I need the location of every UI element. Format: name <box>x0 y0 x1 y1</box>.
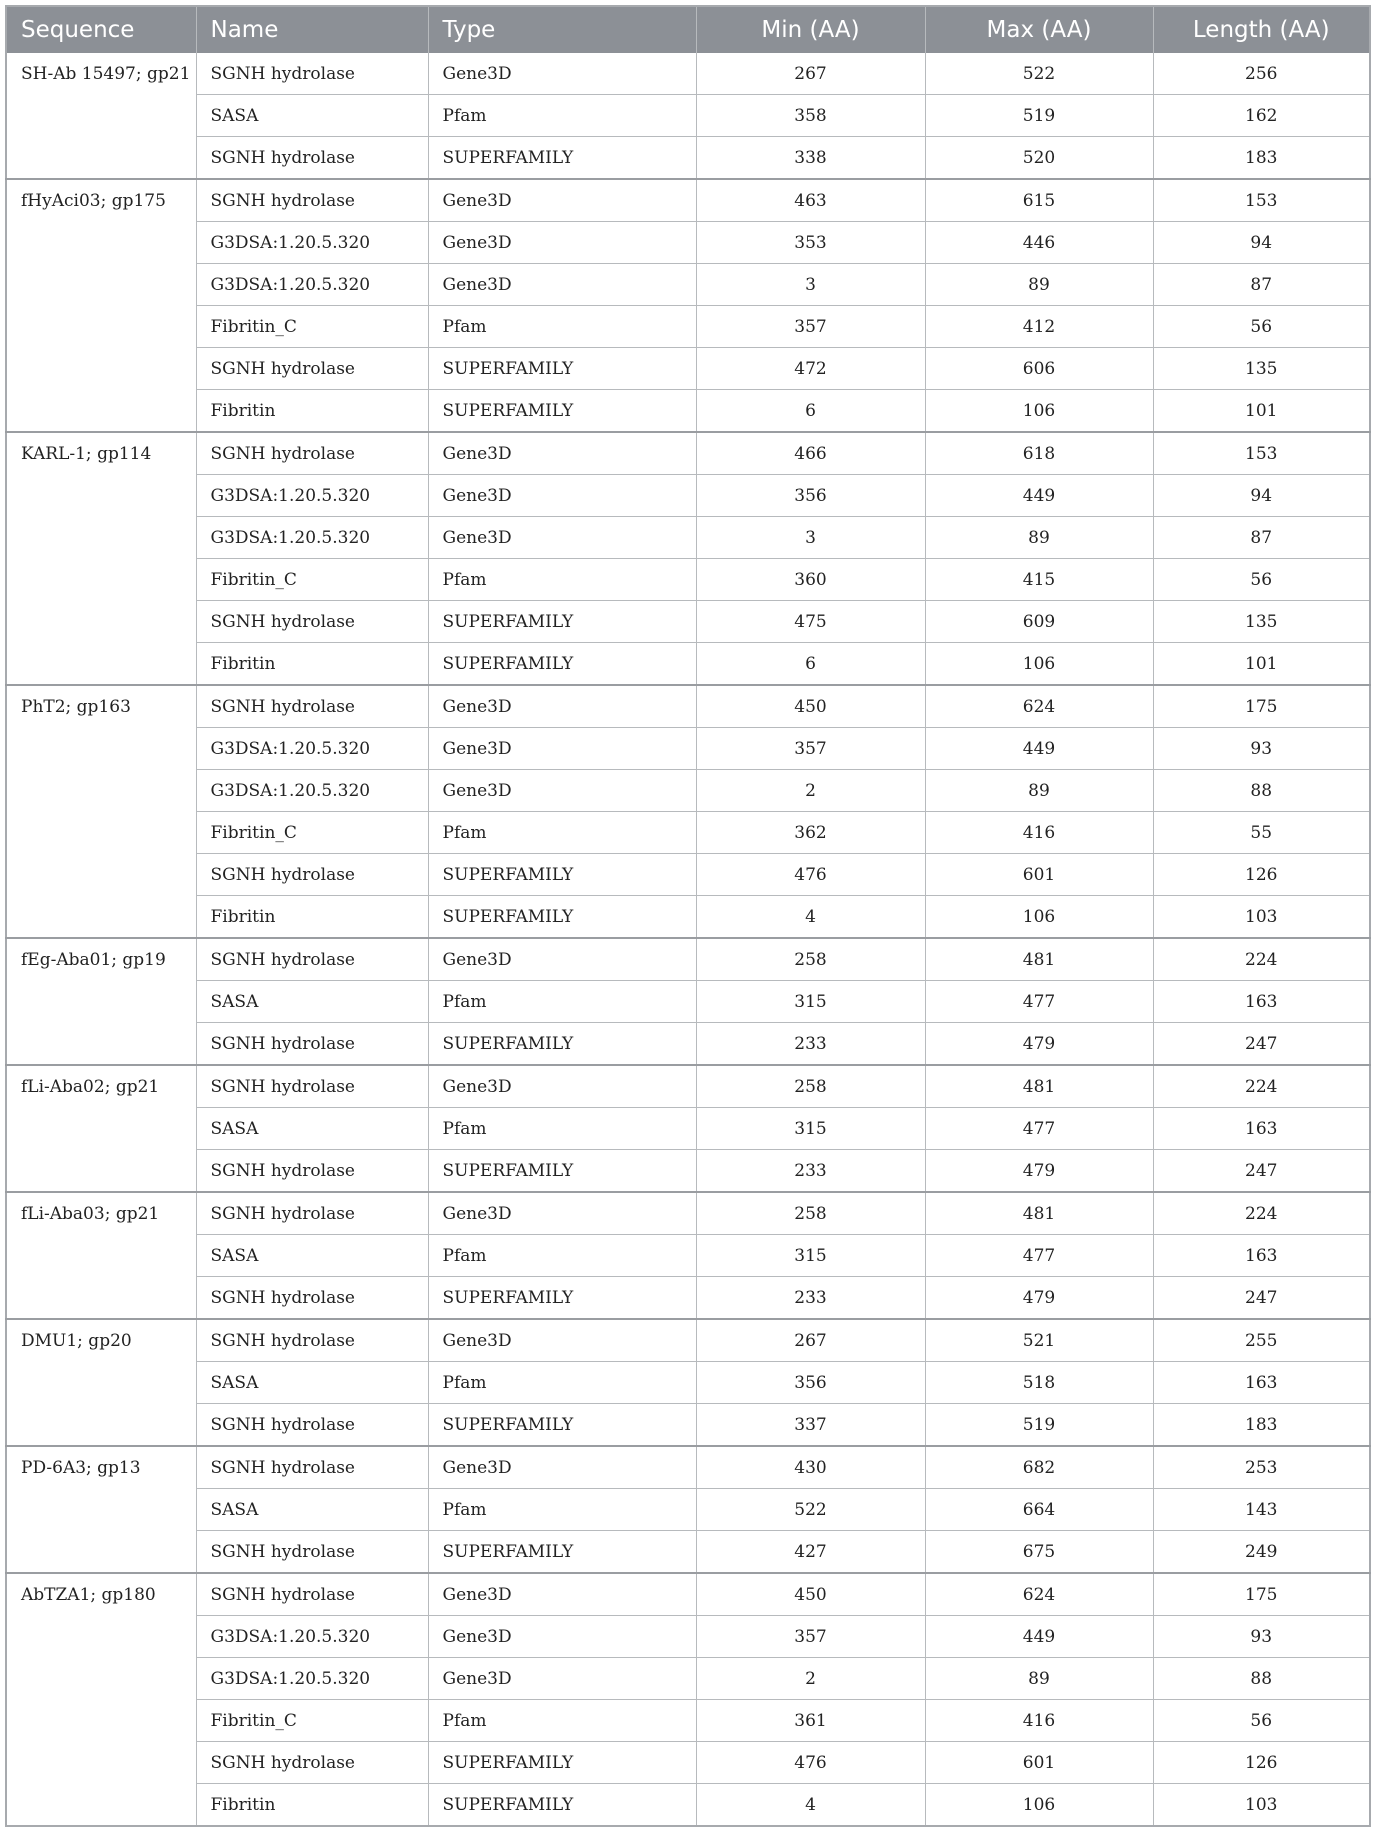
header-row <box>6 6 1370 53</box>
cell-length: 163 <box>1153 1362 1370 1404</box>
cell-type: Pfam <box>428 95 696 137</box>
cell-type: SUPERFAMILY <box>428 1742 696 1784</box>
cell-length: 255 <box>1153 1319 1370 1362</box>
cell-length: 163 <box>1153 1235 1370 1277</box>
cell-type: Gene3D <box>428 264 696 306</box>
cell-name: Fibritin_C <box>196 812 428 854</box>
cell-type: Pfam <box>428 1700 696 1742</box>
cell-max: 412 <box>925 306 1153 348</box>
cell-type: Gene3D <box>428 685 696 728</box>
table-row <box>6 1404 1370 1447</box>
table-row <box>6 1150 1370 1193</box>
cell-type: Pfam <box>428 559 696 601</box>
cell-type: SUPERFAMILY <box>428 896 696 939</box>
cell-length: 126 <box>1153 854 1370 896</box>
cell-length: 93 <box>1153 728 1370 770</box>
cell-length: 55 <box>1153 812 1370 854</box>
table-row <box>6 95 1370 137</box>
cell-type: Gene3D <box>428 770 696 812</box>
cell-name: Fibritin_C <box>196 1700 428 1742</box>
cell-max: 615 <box>925 179 1153 222</box>
cell-name: SASA <box>196 1362 428 1404</box>
cell-min: 450 <box>696 1573 925 1616</box>
cell-min: 3 <box>696 264 925 306</box>
cell-name: SGNH hydrolase <box>196 53 428 95</box>
cell-min: 267 <box>696 53 925 95</box>
cell-max: 522 <box>925 53 1153 95</box>
table-row <box>6 1489 1370 1531</box>
table-row <box>6 53 1370 95</box>
cell-max: 519 <box>925 95 1153 137</box>
cell-name: G3DSA:1.20.5.320 <box>196 517 428 559</box>
table-row <box>6 1277 1370 1320</box>
cell-type: SUPERFAMILY <box>428 137 696 180</box>
cell-type: Gene3D <box>428 53 696 95</box>
cell-min: 2 <box>696 1658 925 1700</box>
table-row <box>6 1065 1370 1108</box>
table-row <box>6 559 1370 601</box>
cell-length: 162 <box>1153 95 1370 137</box>
cell-type: Gene3D <box>428 179 696 222</box>
cell-name: G3DSA:1.20.5.320 <box>196 728 428 770</box>
header-length: Length (AA) <box>1153 6 1370 53</box>
cell-type: Gene3D <box>428 1192 696 1235</box>
table-row <box>6 1616 1370 1658</box>
cell-max: 106 <box>925 643 1153 686</box>
cell-length: 101 <box>1153 390 1370 433</box>
cell-max: 477 <box>925 981 1153 1023</box>
cell-name: Fibritin <box>196 643 428 686</box>
cell-min: 233 <box>696 1023 925 1066</box>
cell-max: 624 <box>925 1573 1153 1616</box>
cell-min: 6 <box>696 643 925 686</box>
cell-max: 518 <box>925 1362 1153 1404</box>
cell-name: G3DSA:1.20.5.320 <box>196 1658 428 1700</box>
table-row <box>6 685 1370 728</box>
cell-length: 126 <box>1153 1742 1370 1784</box>
cell-min: 358 <box>696 95 925 137</box>
cell-max: 89 <box>925 770 1153 812</box>
cell-name: SGNH hydrolase <box>196 137 428 180</box>
cell-min: 258 <box>696 1065 925 1108</box>
cell-length: 163 <box>1153 981 1370 1023</box>
cell-type: Pfam <box>428 1489 696 1531</box>
cell-length: 247 <box>1153 1150 1370 1193</box>
cell-name: SASA <box>196 1108 428 1150</box>
cell-type: Gene3D <box>428 1319 696 1362</box>
cell-length: 224 <box>1153 1192 1370 1235</box>
cell-type: Pfam <box>428 306 696 348</box>
cell-length: 56 <box>1153 1700 1370 1742</box>
cell-length: 153 <box>1153 432 1370 475</box>
cell-name: SASA <box>196 95 428 137</box>
cell-length: 88 <box>1153 1658 1370 1700</box>
cell-name: Fibritin_C <box>196 559 428 601</box>
cell-length: 56 <box>1153 559 1370 601</box>
cell-min: 361 <box>696 1700 925 1742</box>
cell-length: 183 <box>1153 1404 1370 1447</box>
cell-length: 249 <box>1153 1531 1370 1574</box>
cell-length: 224 <box>1153 938 1370 981</box>
cell-type: Gene3D <box>428 1065 696 1108</box>
cell-type: Pfam <box>428 981 696 1023</box>
table-row <box>6 1658 1370 1700</box>
table-row <box>6 348 1370 390</box>
table-row <box>6 938 1370 981</box>
table-body <box>6 53 1370 1826</box>
cell-name: SGNH hydrolase <box>196 1573 428 1616</box>
cell-min: 315 <box>696 1108 925 1150</box>
table-row <box>6 306 1370 348</box>
header-sequence: Sequence <box>6 6 196 53</box>
cell-length: 93 <box>1153 1616 1370 1658</box>
cell-max: 601 <box>925 854 1153 896</box>
cell-sequence: fLi-Aba03; gp21 <box>6 1192 196 1319</box>
cell-length: 163 <box>1153 1108 1370 1150</box>
cell-type: Gene3D <box>428 475 696 517</box>
cell-name: SGNH hydrolase <box>196 938 428 981</box>
cell-length: 101 <box>1153 643 1370 686</box>
table-row <box>6 854 1370 896</box>
cell-sequence: PD-6A3; gp13 <box>6 1446 196 1573</box>
cell-length: 247 <box>1153 1023 1370 1066</box>
table-row <box>6 1192 1370 1235</box>
cell-length: 135 <box>1153 601 1370 643</box>
table-row <box>6 1362 1370 1404</box>
cell-max: 479 <box>925 1277 1153 1320</box>
cell-name: SGNH hydrolase <box>196 685 428 728</box>
cell-length: 103 <box>1153 1784 1370 1827</box>
cell-name: SASA <box>196 981 428 1023</box>
cell-min: 430 <box>696 1446 925 1489</box>
table-row <box>6 1531 1370 1574</box>
cell-name: SGNH hydrolase <box>196 1150 428 1193</box>
table-row <box>6 896 1370 939</box>
cell-max: 89 <box>925 1658 1153 1700</box>
cell-type: SUPERFAMILY <box>428 1784 696 1827</box>
table-row <box>6 770 1370 812</box>
cell-max: 521 <box>925 1319 1153 1362</box>
cell-length: 103 <box>1153 896 1370 939</box>
cell-name: SGNH hydrolase <box>196 1192 428 1235</box>
cell-max: 449 <box>925 475 1153 517</box>
cell-min: 315 <box>696 1235 925 1277</box>
header-type: Type <box>428 6 696 53</box>
cell-name: SASA <box>196 1489 428 1531</box>
cell-name: SGNH hydrolase <box>196 1023 428 1066</box>
cell-min: 476 <box>696 854 925 896</box>
cell-name: SGNH hydrolase <box>196 1404 428 1447</box>
cell-length: 183 <box>1153 137 1370 180</box>
cell-min: 4 <box>696 896 925 939</box>
cell-name: SGNH hydrolase <box>196 854 428 896</box>
cell-name: Fibritin <box>196 390 428 433</box>
table-row <box>6 1700 1370 1742</box>
cell-name: SGNH hydrolase <box>196 1277 428 1320</box>
domain-table <box>5 5 1371 1827</box>
table-row <box>6 179 1370 222</box>
domain-table-container <box>5 5 1369 1827</box>
cell-length: 135 <box>1153 348 1370 390</box>
table-row <box>6 728 1370 770</box>
cell-min: 362 <box>696 812 925 854</box>
table-row <box>6 264 1370 306</box>
table-row <box>6 137 1370 180</box>
cell-type: SUPERFAMILY <box>428 601 696 643</box>
cell-max: 449 <box>925 1616 1153 1658</box>
cell-max: 416 <box>925 812 1153 854</box>
cell-min: 463 <box>696 179 925 222</box>
cell-max: 618 <box>925 432 1153 475</box>
cell-min: 2 <box>696 770 925 812</box>
cell-type: Gene3D <box>428 1616 696 1658</box>
cell-type: Gene3D <box>428 432 696 475</box>
cell-max: 477 <box>925 1108 1153 1150</box>
cell-min: 338 <box>696 137 925 180</box>
cell-max: 481 <box>925 1192 1153 1235</box>
cell-min: 357 <box>696 1616 925 1658</box>
cell-type: SUPERFAMILY <box>428 1023 696 1066</box>
cell-max: 479 <box>925 1150 1153 1193</box>
cell-max: 606 <box>925 348 1153 390</box>
cell-max: 89 <box>925 264 1153 306</box>
cell-name: SASA <box>196 1235 428 1277</box>
cell-length: 175 <box>1153 1573 1370 1616</box>
cell-max: 446 <box>925 222 1153 264</box>
cell-name: Fibritin <box>196 896 428 939</box>
cell-min: 476 <box>696 1742 925 1784</box>
cell-name: SGNH hydrolase <box>196 1319 428 1362</box>
table-row <box>6 1023 1370 1066</box>
cell-max: 481 <box>925 1065 1153 1108</box>
cell-name: G3DSA:1.20.5.320 <box>196 475 428 517</box>
cell-name: G3DSA:1.20.5.320 <box>196 770 428 812</box>
table-row <box>6 1319 1370 1362</box>
cell-max: 675 <box>925 1531 1153 1574</box>
cell-min: 427 <box>696 1531 925 1574</box>
cell-type: SUPERFAMILY <box>428 348 696 390</box>
cell-type: Pfam <box>428 1235 696 1277</box>
cell-min: 6 <box>696 390 925 433</box>
cell-max: 89 <box>925 517 1153 559</box>
cell-min: 3 <box>696 517 925 559</box>
table-row <box>6 1235 1370 1277</box>
cell-name: SGNH hydrolase <box>196 1065 428 1108</box>
cell-min: 472 <box>696 348 925 390</box>
cell-min: 522 <box>696 1489 925 1531</box>
cell-type: SUPERFAMILY <box>428 390 696 433</box>
cell-length: 56 <box>1153 306 1370 348</box>
cell-max: 106 <box>925 390 1153 433</box>
cell-name: Fibritin <box>196 1784 428 1827</box>
cell-sequence: SH-Ab 15497; gp21 <box>21 64 191 84</box>
cell-sequence: fEg-Aba01; gp19 <box>6 938 196 1065</box>
cell-type: Gene3D <box>428 1446 696 1489</box>
cell-min: 4 <box>696 1784 925 1827</box>
cell-max: 479 <box>925 1023 1153 1066</box>
cell-name: SGNH hydrolase <box>196 1742 428 1784</box>
cell-min: 315 <box>696 981 925 1023</box>
cell-sequence: fLi-Aba02; gp21 <box>6 1065 196 1192</box>
cell-name: G3DSA:1.20.5.320 <box>196 264 428 306</box>
cell-name: SGNH hydrolase <box>196 601 428 643</box>
cell-type: SUPERFAMILY <box>428 1531 696 1574</box>
table-row <box>6 222 1370 264</box>
cell-type: SUPERFAMILY <box>428 1277 696 1320</box>
table-row <box>6 601 1370 643</box>
cell-max: 609 <box>925 601 1153 643</box>
cell-min: 258 <box>696 1192 925 1235</box>
cell-sequence: fHyAci03; gp175 <box>6 179 196 432</box>
cell-sequence: DMU1; gp20 <box>6 1319 196 1446</box>
cell-length: 94 <box>1153 222 1370 264</box>
table-row <box>6 390 1370 433</box>
table-row <box>6 1742 1370 1784</box>
cell-name: G3DSA:1.20.5.320 <box>196 222 428 264</box>
cell-max: 106 <box>925 896 1153 939</box>
cell-min: 360 <box>696 559 925 601</box>
cell-length: 247 <box>1153 1277 1370 1320</box>
cell-min: 353 <box>696 222 925 264</box>
cell-max: 624 <box>925 685 1153 728</box>
cell-type: SUPERFAMILY <box>428 643 696 686</box>
cell-min: 466 <box>696 432 925 475</box>
cell-min: 357 <box>696 306 925 348</box>
cell-length: 153 <box>1153 179 1370 222</box>
cell-max: 520 <box>925 137 1153 180</box>
cell-min: 357 <box>696 728 925 770</box>
cell-length: 94 <box>1153 475 1370 517</box>
cell-name: SGNH hydrolase <box>196 348 428 390</box>
cell-length: 175 <box>1153 685 1370 728</box>
cell-max: 477 <box>925 1235 1153 1277</box>
cell-max: 449 <box>925 728 1153 770</box>
cell-sequence: PhT2; gp163 <box>6 685 196 938</box>
table-row <box>6 517 1370 559</box>
cell-type: SUPERFAMILY <box>428 1150 696 1193</box>
cell-length: 143 <box>1153 1489 1370 1531</box>
cell-min: 450 <box>696 685 925 728</box>
cell-sequence: AbTZA1; gp180 <box>6 1573 196 1826</box>
cell-type: Gene3D <box>428 938 696 981</box>
header-max: Max (AA) <box>925 6 1153 53</box>
cell-max: 601 <box>925 1742 1153 1784</box>
cell-type: Gene3D <box>428 1573 696 1616</box>
cell-type: Gene3D <box>428 728 696 770</box>
table-header <box>6 6 1370 53</box>
cell-max: 416 <box>925 1700 1153 1742</box>
cell-type: SUPERFAMILY <box>428 854 696 896</box>
table-row <box>6 981 1370 1023</box>
cell-length: 253 <box>1153 1446 1370 1489</box>
cell-type: Pfam <box>428 812 696 854</box>
table-row <box>6 812 1370 854</box>
cell-max: 415 <box>925 559 1153 601</box>
cell-min: 337 <box>696 1404 925 1447</box>
cell-min: 233 <box>696 1150 925 1193</box>
cell-sequence: KARL-1; gp114 <box>6 432 196 685</box>
cell-max: 682 <box>925 1446 1153 1489</box>
cell-length: 87 <box>1153 264 1370 306</box>
cell-min: 356 <box>696 1362 925 1404</box>
cell-type: Pfam <box>428 1108 696 1150</box>
cell-name: SGNH hydrolase <box>196 432 428 475</box>
table-row <box>6 1446 1370 1489</box>
cell-type: SUPERFAMILY <box>428 1404 696 1447</box>
cell-length: 88 <box>1153 770 1370 812</box>
cell-min: 475 <box>696 601 925 643</box>
cell-max: 481 <box>925 938 1153 981</box>
cell-name: Fibritin_C <box>196 306 428 348</box>
cell-max: 106 <box>925 1784 1153 1827</box>
table-row <box>6 1108 1370 1150</box>
header-name: Name <box>196 6 428 53</box>
cell-type: Gene3D <box>428 1658 696 1700</box>
cell-type: Gene3D <box>428 517 696 559</box>
cell-length: 87 <box>1153 517 1370 559</box>
cell-min: 267 <box>696 1319 925 1362</box>
cell-min: 258 <box>696 938 925 981</box>
header-min: Min (AA) <box>696 6 925 53</box>
cell-name: SGNH hydrolase <box>196 1446 428 1489</box>
table-row <box>6 643 1370 686</box>
cell-name: SGNH hydrolase <box>196 179 428 222</box>
table-row <box>6 1573 1370 1616</box>
cell-length: 224 <box>1153 1065 1370 1108</box>
cell-min: 233 <box>696 1277 925 1320</box>
cell-type: Pfam <box>428 1362 696 1404</box>
cell-max: 664 <box>925 1489 1153 1531</box>
table-row <box>6 1784 1370 1827</box>
cell-min: 356 <box>696 475 925 517</box>
table-row <box>6 432 1370 475</box>
cell-name: SGNH hydrolase <box>196 1531 428 1574</box>
table-row <box>6 475 1370 517</box>
cell-type: Gene3D <box>428 222 696 264</box>
cell-length: 256 <box>1153 53 1370 95</box>
cell-max: 519 <box>925 1404 1153 1447</box>
cell-name: G3DSA:1.20.5.320 <box>196 1616 428 1658</box>
